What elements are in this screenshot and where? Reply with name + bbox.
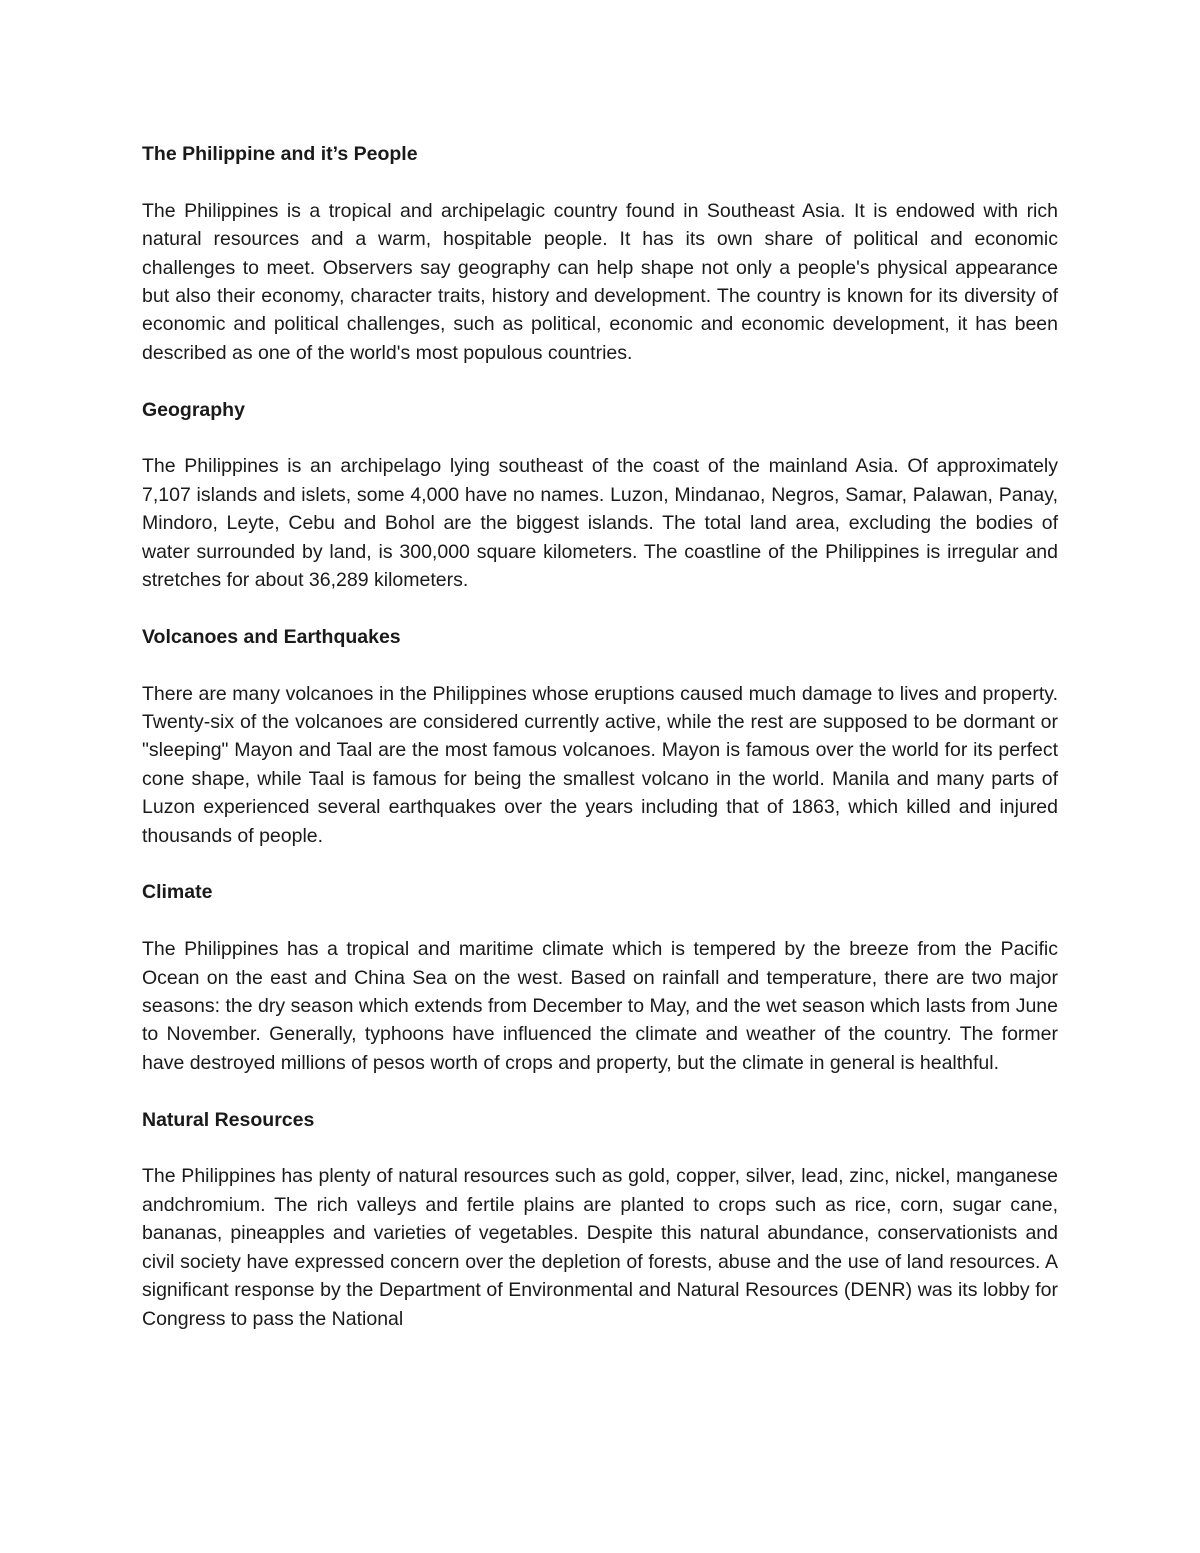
section-heading-natural-resources: Natural Resources <box>142 1108 315 1131</box>
section-heading-climate: Climate <box>142 881 213 904</box>
document-page <box>142 140 1058 1333</box>
section-heading-volcanoes: Volcanoes and Earthquakes <box>142 625 401 648</box>
document-title: The Philippine and it’s People <box>142 143 418 165</box>
section-body-volcanoes: There are many volcanoes in the Philippines whose eruptions caused much damage to lives and property. Twenty-six of the volcanoes are considered currently active, while the rest are supposed to be dormant or "sleeping" Mayon and Taal are the most famous volcanoes. Mayon is famous over the world for its perfect cone shape, while Taal is famous for being the smallest volcano in the world. Manila and many parts of Luzon experienced several earthquakes over the years including that of 1863, which killed and injured thousands of people. <box>142 682 1058 847</box>
section-body-climate: The Philippines has a tropical and maritime climate which is tempered by the breeze from the Pacific Ocean on the east and China Sea on the west. Based on rainfall and temperature, there are two major seasons: the dry season which extends from December to May, and the wet season which lasts from June to November. Generally, typhoons have influenced the climate and weather of the country. The former have destroyed millions of pesos worth of crops and property, but the climate in general is healthful. <box>142 938 1058 1074</box>
intro-paragraph: The Philippines is a tropical and archipelagic country found in Southeast Asia. It is endowed with rich natural resources and a warm, hospitable people. It has its own share of political and economic challenges to meet. Observers say geography can help shape not only a people's physical appearance but also their economy, character traits, history and development. The country is known for its diversity of economic and political challenges, such as political, economic and economic development, it has been described as one of the world's most populous countries. <box>142 199 1058 364</box>
section-body-geography: The Philippines is an archipelago lying southeast of the coast of the mainland Asia. Of approximately 7,107 islands and islets, some 4,000 have no names. Luzon, Mindanao, Negros, Samar, Palawan, Panay, Mindoro, Leyte, Cebu and Bohol are the biggest islands. The total land area, excluding the bodies of water surrounded by land, is 300,000 square kilometers. The coastline of the Philippines is irregular and stretches for about 36,289 kilometers. <box>142 455 1058 592</box>
section-heading-geography: Geography <box>142 398 245 421</box>
section-body-natural-resources: The Philippines has plenty of natural resources such as gold, copper, silver, lead, zinc, nickel, manganese andchromium. The rich valleys and fertile plains are planted to crops such as rice, corn, sugar cane, bananas, pineapples and varieties of vegetables. Despite this natural abundance, conservationists and civil society have expressed concern over the depletion of forests, abuse and the use of land resources. A significant response by the Department of Environmental and Natural Resources (DENR) was its lobby for Congress to pass the National <box>142 1165 1058 1330</box>
